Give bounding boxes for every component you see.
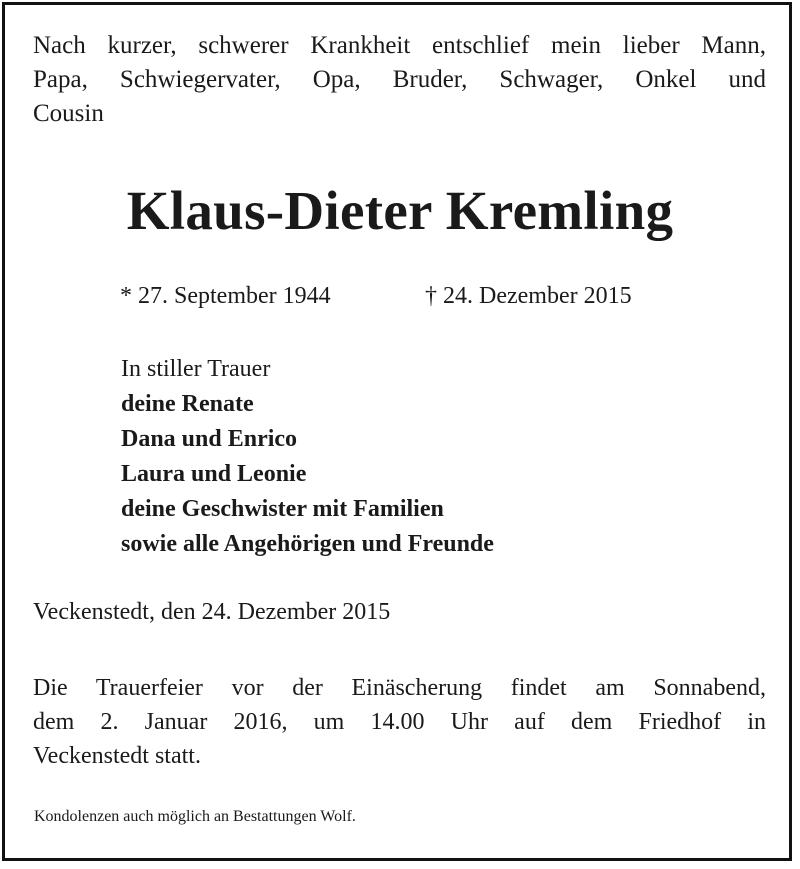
intro-line: Papa, Schwiegervater, Opa, Bruder, Schwager, Onkel und <box>33 66 766 93</box>
funeral-line: dem 2. Januar 2016, um 14.00 Uhr auf dem Friedhof in <box>33 709 766 735</box>
mourner-name: Dana und Enrico <box>121 426 298 452</box>
intro-text <box>33 29 766 131</box>
deceased-name: Klaus-Dieter Kremling <box>126 180 674 241</box>
place-date: Veckenstedt, den 24. Dezember 2015 <box>33 599 391 625</box>
mourning-intro: In stiller Trauer <box>121 356 271 382</box>
mourner-name: sowie alle Angehörigen und Freunde <box>121 531 494 557</box>
funeral-notice <box>33 671 766 773</box>
intro-line: Nach kurzer, schwerer Krankheit entschlief mein lieber Mann, <box>33 32 766 59</box>
mourner-name: Laura und Leonie <box>121 461 307 487</box>
funeral-line: Veckenstedt statt. <box>33 743 201 769</box>
funeral-line: Die Trauerfeier vor der Einäscherung findet am Sonnabend, <box>33 675 766 701</box>
death-date: † 24. Dezember 2015 <box>425 283 632 309</box>
condolences-note: Kondolenzen auch möglich an Bestattungen Wolf. <box>34 808 356 825</box>
birth-date: * 27. September 1944 <box>120 283 331 309</box>
intro-line: Cousin <box>33 100 104 127</box>
mourner-name: deine Renate <box>121 391 254 417</box>
mourner-name: deine Geschwister mit Familien <box>121 496 444 522</box>
mourners-list <box>121 352 494 562</box>
